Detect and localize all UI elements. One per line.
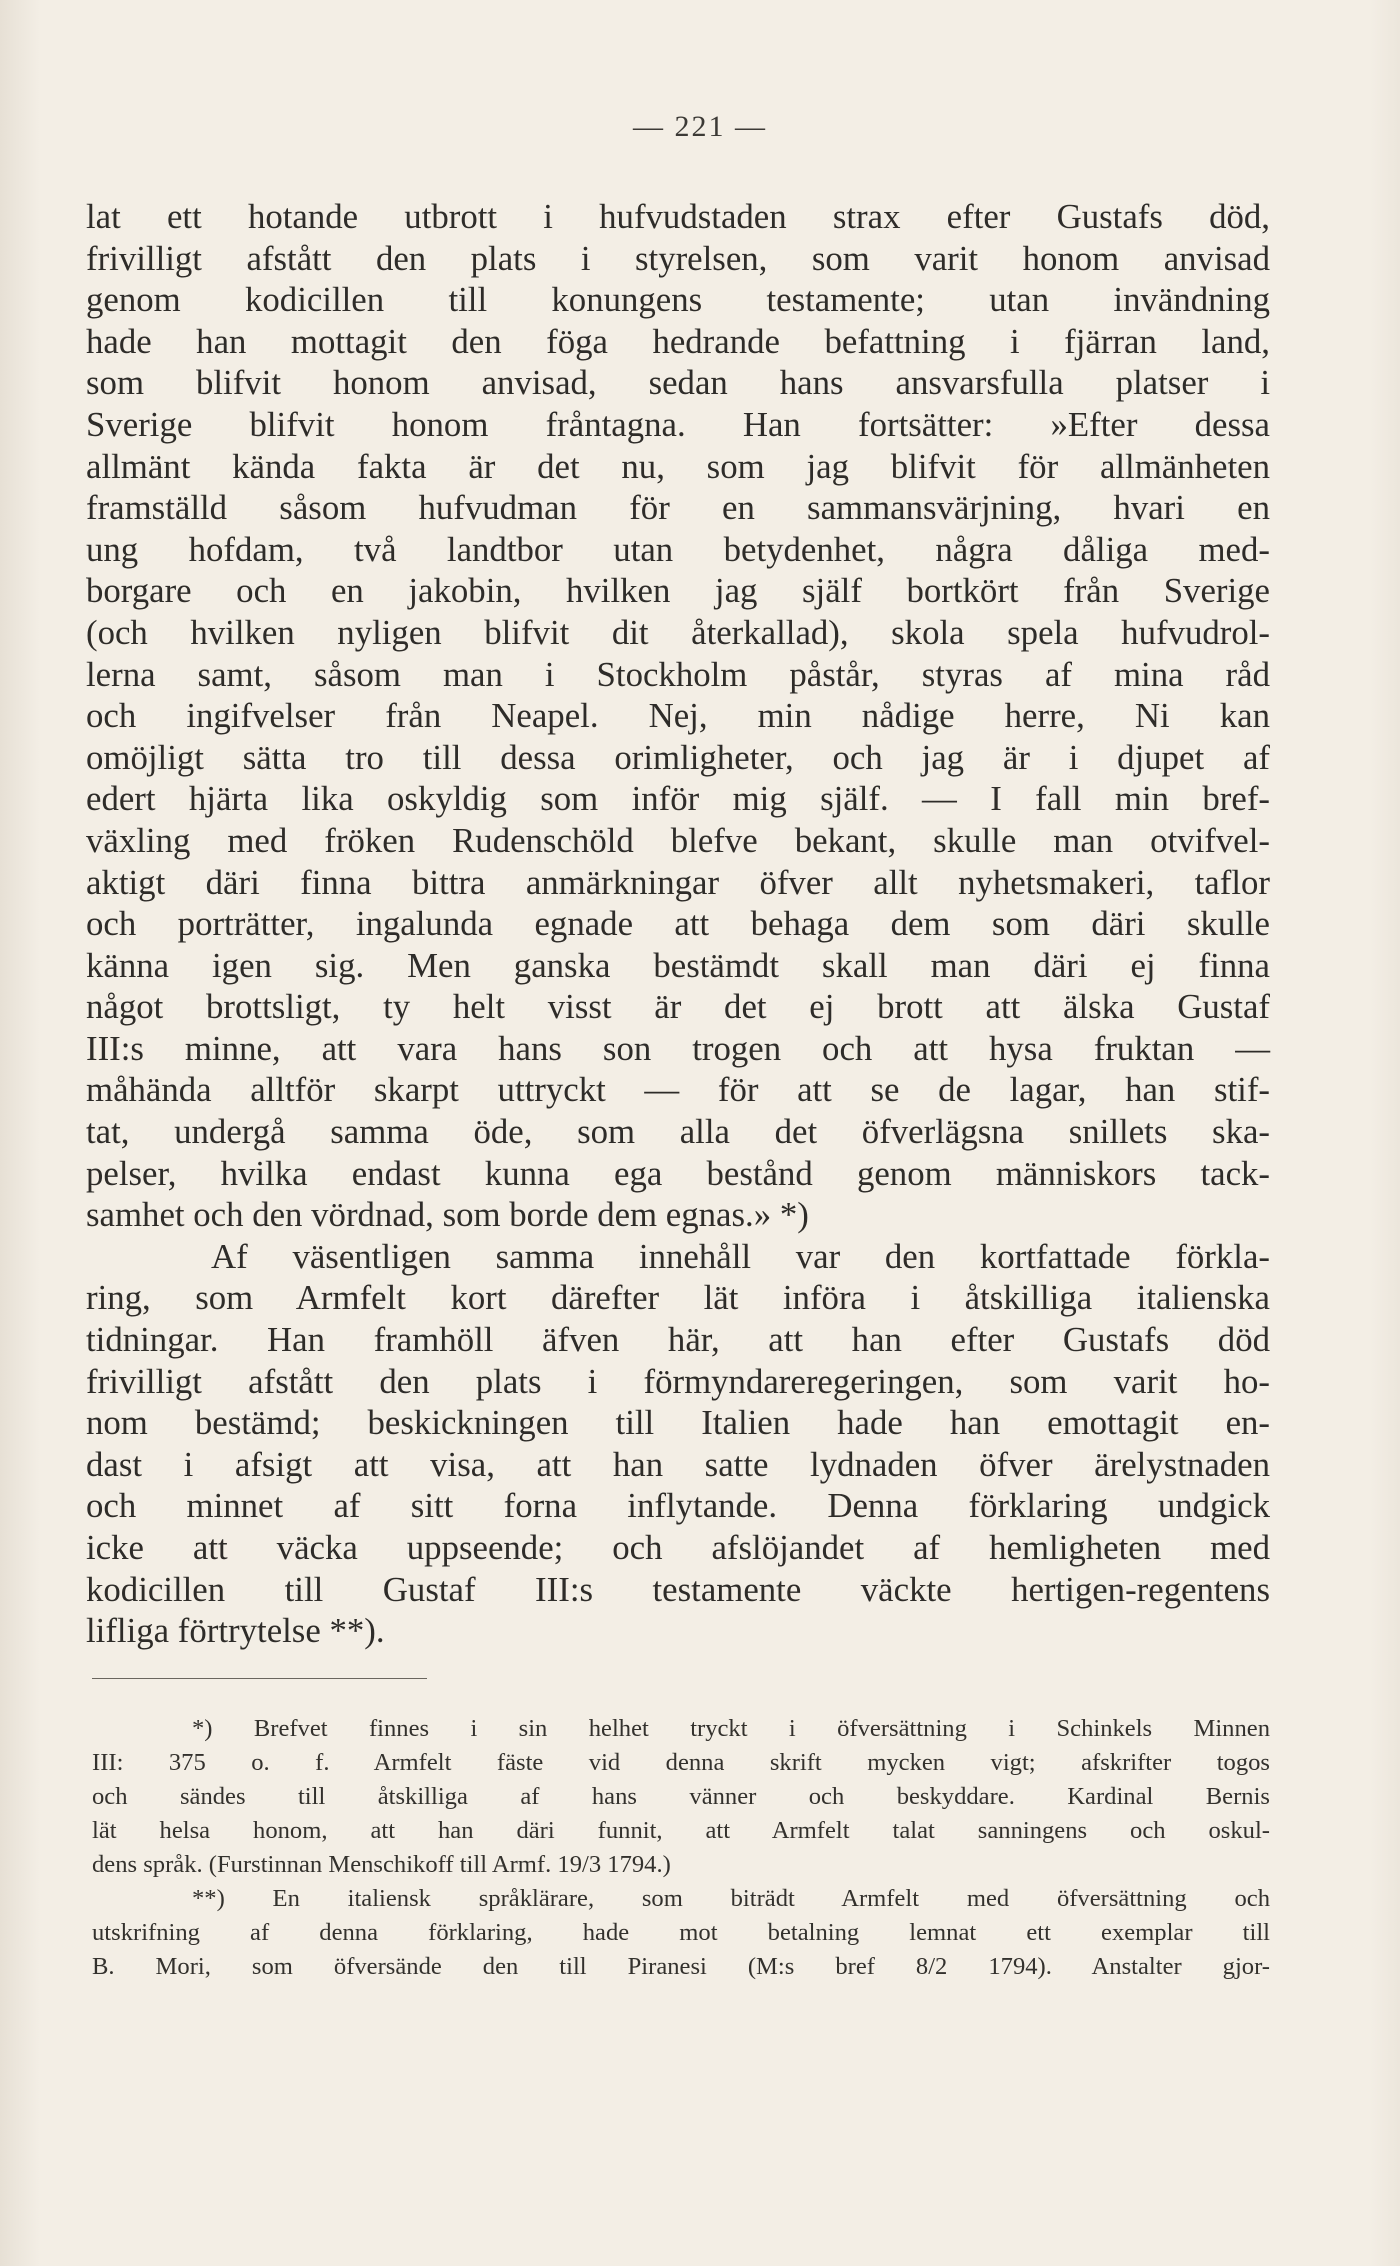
text-line: känna igen sig. Men ganska bestämdt skall man däri ej finna (86, 945, 1270, 985)
text-line: (och hvilken nyligen blifvit dit återkallad), skola spela hufvudrol- (86, 612, 1270, 652)
text-line: något brottsligt, ty helt visst är det ej brott att älska Gustaf (86, 987, 1270, 1027)
page-number: — 221 — (633, 110, 767, 143)
footnote-line: *) Brefvet finnes i sin helhet tryckt i öfversättning i Schinkels Minnen (192, 1715, 1270, 1742)
text-line: frivilligt afstått den plats i förmyndareregeringen, som varit ho- (86, 1361, 1270, 1401)
text-line: genom kodicillen till konungens testamente; utan invändning (86, 280, 1270, 320)
text-line: samhet och den vördnad, som borde dem egnas.» *) (86, 1195, 809, 1235)
text-line: växling med fröken Rudenschöld blefve bekant, skulle man otvifvel- (86, 820, 1270, 860)
text-line: som blifvit honom anvisad, sedan hans ansvarsfulla platser i (86, 363, 1270, 403)
text-line: måhända alltför skarpt uttryckt — för att se de lagar, han stif- (86, 1070, 1270, 1110)
footnote-line: lät helsa honom, att han däri funnit, att Armfelt talat sanningens och oskul- (92, 1817, 1270, 1844)
text-line: Sverige blifvit honom fråntagna. Han fortsätter: »Efter dessa (86, 404, 1270, 444)
paragraph-start-line: Af väsentligen samma innehåll var den kortfattade förkla- (211, 1236, 1270, 1276)
text-line: omöjligt sätta tro till dessa orimligheter, och jag är i djupet af (86, 737, 1270, 777)
main-text (86, 196, 1270, 1652)
footnote-divider (92, 1678, 427, 1679)
text-line: tat, undergå samma öde, som alla det öfverlägsna snillets ska- (86, 1112, 1270, 1152)
text-line: och ingifvelser från Neapel. Nej, min nådige herre, Ni kan (86, 696, 1270, 736)
footnote-line: dens språk. (Furstinnan Menschikoff till Armf. 19/3 1794.) (92, 1851, 671, 1878)
text-line: och minnet af sitt forna inflytande. Denna förklaring undgick (86, 1486, 1270, 1526)
text-line: nom bestämd; beskickningen till Italien hade han emottagit en- (86, 1403, 1270, 1443)
text-line: edert hjärta lika oskyldig som inför mig själf. — I fall min bref- (86, 779, 1270, 819)
footnote-line: B. Mori, som öfversände den till Piranesi (M:s bref 8/2 1794). Anstalter gjor- (92, 1953, 1270, 1980)
footnotes (92, 1712, 1270, 1984)
text-line: pelser, hvilka endast kunna ega bestånd genom människors tack- (86, 1153, 1270, 1193)
text-line: hade han mottagit den föga hedrande befattning i fjärran land, (86, 321, 1270, 361)
text-line: tidningar. Han framhöll äfven här, att han efter Gustafs död (86, 1320, 1270, 1360)
text-line: III:s minne, att vara hans son trogen och att hysa fruktan — (86, 1028, 1270, 1068)
text-line: dast i afsigt att visa, att han satte lydnaden öfver ärelystnaden (86, 1444, 1270, 1484)
text-line: framställd såsom hufvudman för en sammansvärjning, hvari en (86, 488, 1270, 528)
text-line: lat ett hotande utbrott i hufvudstaden strax efter Gustafs död, (86, 197, 1270, 236)
text-line: allmänt kända fakta är det nu, som jag blifvit för allmänheten (86, 446, 1270, 486)
text-line: borgare och en jakobin, hvilken jag själf bortkört från Sverige (86, 571, 1270, 611)
text-line: och porträtter, ingalunda egnade att behaga dem som däri skulle (86, 904, 1270, 944)
footnote-line: III: 375 o. f. Armfelt fäste vid denna skrift mycken vigt; afskrifter togos (92, 1749, 1270, 1776)
text-line: icke att väcka uppseende; och afslöjandet af hemligheten med (86, 1528, 1270, 1567)
text-line: ung hofdam, två landtbor utan betydenhet, några dåliga med- (86, 529, 1270, 569)
text-line: lifliga förtrytelse **). (86, 1611, 385, 1651)
footnote-line: utskrifning af denna förklaring, hade mot betalning lemnat ett exemplar till (92, 1919, 1270, 1946)
text-line: aktigt däri finna bittra anmärkningar öfver allt nyhetsmakeri, taflor (86, 862, 1270, 902)
text-line: kodicillen till Gustaf III:s testamente väckte hertigen-regentens (86, 1569, 1270, 1609)
text-line: frivilligt afstått den plats i styrelsen, som varit honom anvisad (86, 238, 1270, 278)
footnote-line: och sändes till åtskilliga af hans vänner och beskyddare. Kardinal Bernis (92, 1783, 1270, 1810)
text-line: ring, som Armfelt kort därefter lät införa i åtskilliga italienska (86, 1278, 1270, 1318)
text-line: lerna samt, såsom man i Stockholm påstår, styras af mina råd (86, 654, 1270, 694)
footnote-line: **) En italiensk språklärare, som biträdt Armfelt med öfversättning och (192, 1885, 1270, 1912)
